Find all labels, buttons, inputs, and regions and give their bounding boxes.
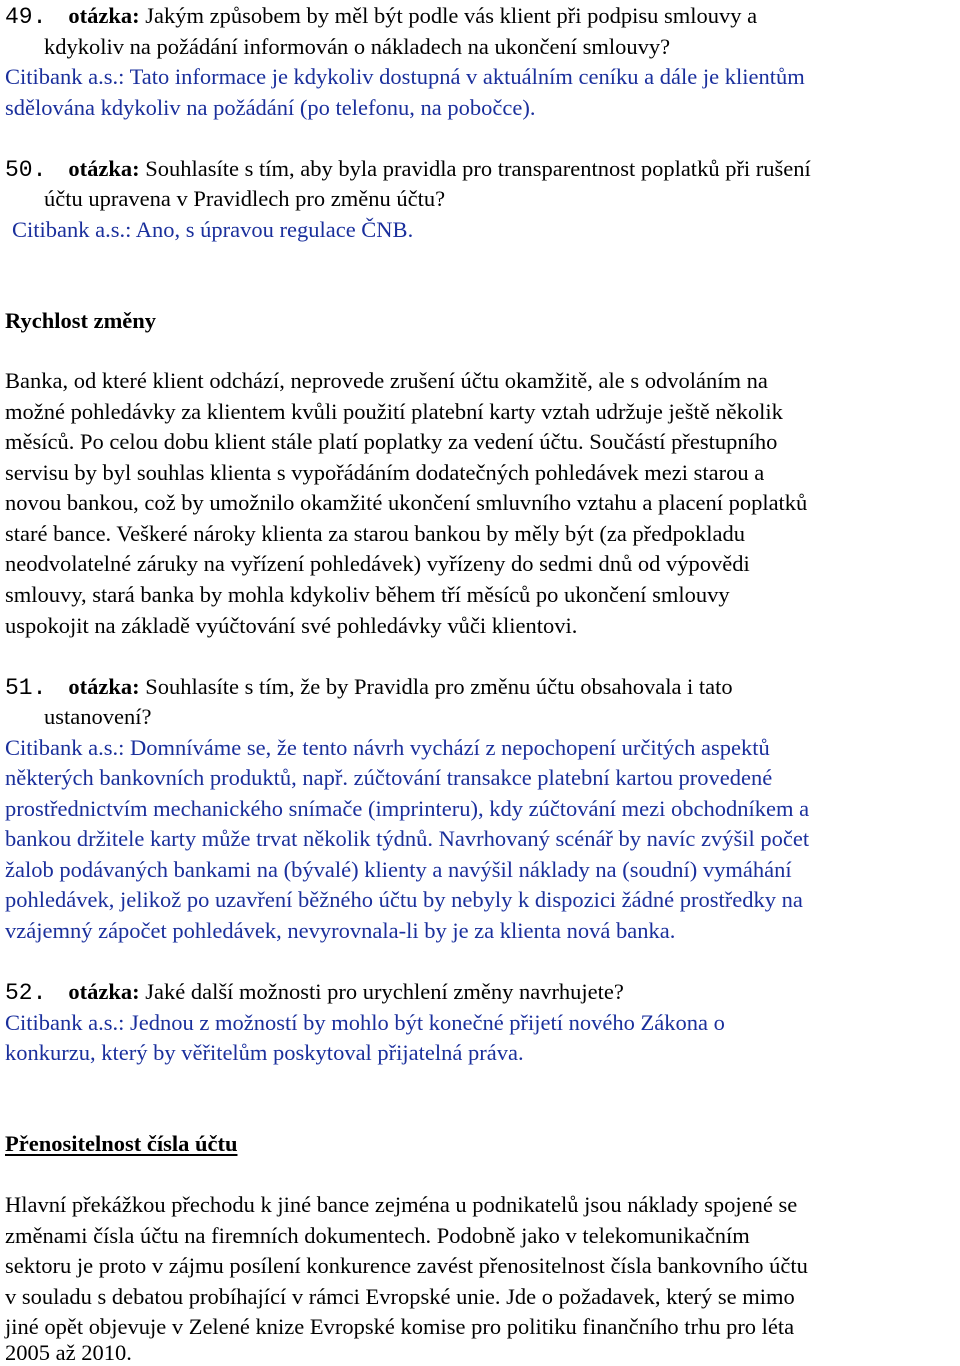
q52-question-text: Jaké další možnosti pro urychlení změny navrhujete? <box>139 979 624 1004</box>
q49-question-line-1 <box>5 3 757 30</box>
q52-label: otázka: <box>68 979 140 1004</box>
q51-question-text: Souhlasíte s tím, že by Pravidla pro změnu účtu obsahovala i tato <box>139 674 733 699</box>
q51-answer-line: bankou držitele karty může trvat několik týdnů. Navrhovaný scénář by navíc zvýšil počet <box>5 826 810 851</box>
q51-answer-line: prostřednictvím mechanického snímače (imprinteru), kdy zúčtování mezi obchodníkem a <box>5 796 810 821</box>
q51-answer-line: některých bankovních produktů, např. zúčtování transakce platební kartou provedené <box>5 765 773 790</box>
q49-question-text: Jakým způsobem by měl být podle vás klient při podpisu smlouvy a <box>139 3 758 28</box>
speed-paragraph-line: Banka, od které klient odchází, neprovede zrušení účtu okamžitě, ale s odvoláním na <box>5 368 768 393</box>
q51-answer-line: vzájemný zápočet pohledávek, nevyrovnala-li by je za klienta nová banka. <box>5 918 676 943</box>
q51-answer-line: pohledávek, jelikož po uzavření běžného účtu by nebyly k dispozici žádné prostředky na <box>5 887 803 912</box>
section-heading-speed: Rychlost změny <box>5 308 157 333</box>
q51-question-line-2: ustanovení? <box>44 704 152 729</box>
q49-answer-line-2: sdělována kdykoliv na požádání (po telefonu, na pobočce). <box>5 95 536 120</box>
portability-paragraph-line: v souladu s debatou probíhající v rámci Evropské unie. Jde o požadavek, který se mimo <box>5 1284 795 1309</box>
q50-question-line-1 <box>5 156 811 183</box>
q49-question-line-2: kdykoliv na požádání informován o nákladech na ukončení smlouvy? <box>44 34 671 59</box>
portability-paragraph-line: Hlavní překážkou přechodu k jiné bance zejména u podnikatelů jsou náklady spojené se <box>5 1192 798 1217</box>
q52-number: 52. <box>5 980 47 1006</box>
q49-number: 49. <box>5 4 47 30</box>
q52-answer-line: Citibank a.s.: Jednou z možností by mohlo být konečné přijetí nového Zákona o <box>5 1010 725 1035</box>
portability-paragraph-line: změnami čísla účtu na firemních dokumentech. Podobně jako v telekomunikačním <box>5 1223 750 1248</box>
q51-answer-line: žalob podávaných bankami na (bývalé) klienty a navýšil náklady na (soudní) vymáhání <box>5 857 792 882</box>
speed-paragraph-line: staré bance. Veškeré nároky klienta za starou bankou by měly být (za předpokladu <box>5 521 745 546</box>
speed-paragraph-line: uspokojit na základě vyúčtování své pohledávky vůči klientovi. <box>5 613 578 638</box>
q50-question-line-2: účtu upravena v Pravidlech pro změnu účtu? <box>44 186 446 211</box>
q49-answer-line-1: Citibank a.s.: Tato informace je kdykoliv dostupná v aktuálním ceníku a dále je klientům <box>5 64 805 89</box>
q50-answer-line-1: Citibank a.s.: Ano, s úpravou regulace ČNB. <box>12 217 414 242</box>
portability-paragraph-line: 2005 až 2010. <box>5 1340 132 1365</box>
speed-paragraph-line: novou bankou, což by umožnilo okamžité ukončení smluvního vztahu a placení poplatků <box>5 490 808 515</box>
speed-paragraph-line: možné pohledávky za klientem kvůli použití platební karty vztah udržuje ještě několik <box>5 399 783 424</box>
q50-label: otázka: <box>68 156 140 181</box>
q51-answer-line: Citibank a.s.: Domníváme se, že tento návrh vychází z nepochopení určitých aspektů <box>5 735 770 760</box>
speed-paragraph-line: servisu by byl souhlas klienta s vypořádáním dodatečných pohledávek mezi starou a <box>5 460 765 485</box>
portability-paragraph-line: jiné opět objevuje v Zelené knize Evropské komise pro politiku finančního trhu pro léta <box>5 1314 795 1339</box>
q52-question-line-1 <box>5 979 624 1006</box>
q52-answer-line: konkurzu, který by věřitelům poskytoval přijatelná práva. <box>5 1040 524 1065</box>
q50-number: 50. <box>5 157 47 183</box>
q49-label: otázka: <box>68 3 140 28</box>
portability-paragraph-line: sektoru je proto v zájmu posílení konkurence zavést přenositelnost čísla bankovního účtu <box>5 1253 808 1278</box>
speed-paragraph-line: neodvolatelné záruky na vyřízení pohledávek) vyřízeny do sedmi dnů od výpovědi <box>5 551 750 576</box>
section-heading-portability: Přenositelnost čísla účtu <box>5 1131 238 1156</box>
speed-paragraph-line: měsíců. Po celou dobu klient stále platí poplatky za vedení účtu. Součástí přestupního <box>5 429 778 454</box>
q51-label: otázka: <box>68 674 140 699</box>
q50-question-text: Souhlasíte s tím, aby byla pravidla pro transparentnost poplatků při rušení <box>139 156 811 181</box>
q51-number: 51. <box>5 675 47 701</box>
speed-paragraph-line: smlouvy, stará banka by mohla kdykoliv během tří měsíců po ukončení smlouvy <box>5 582 730 607</box>
q51-question-line-1 <box>5 674 733 701</box>
